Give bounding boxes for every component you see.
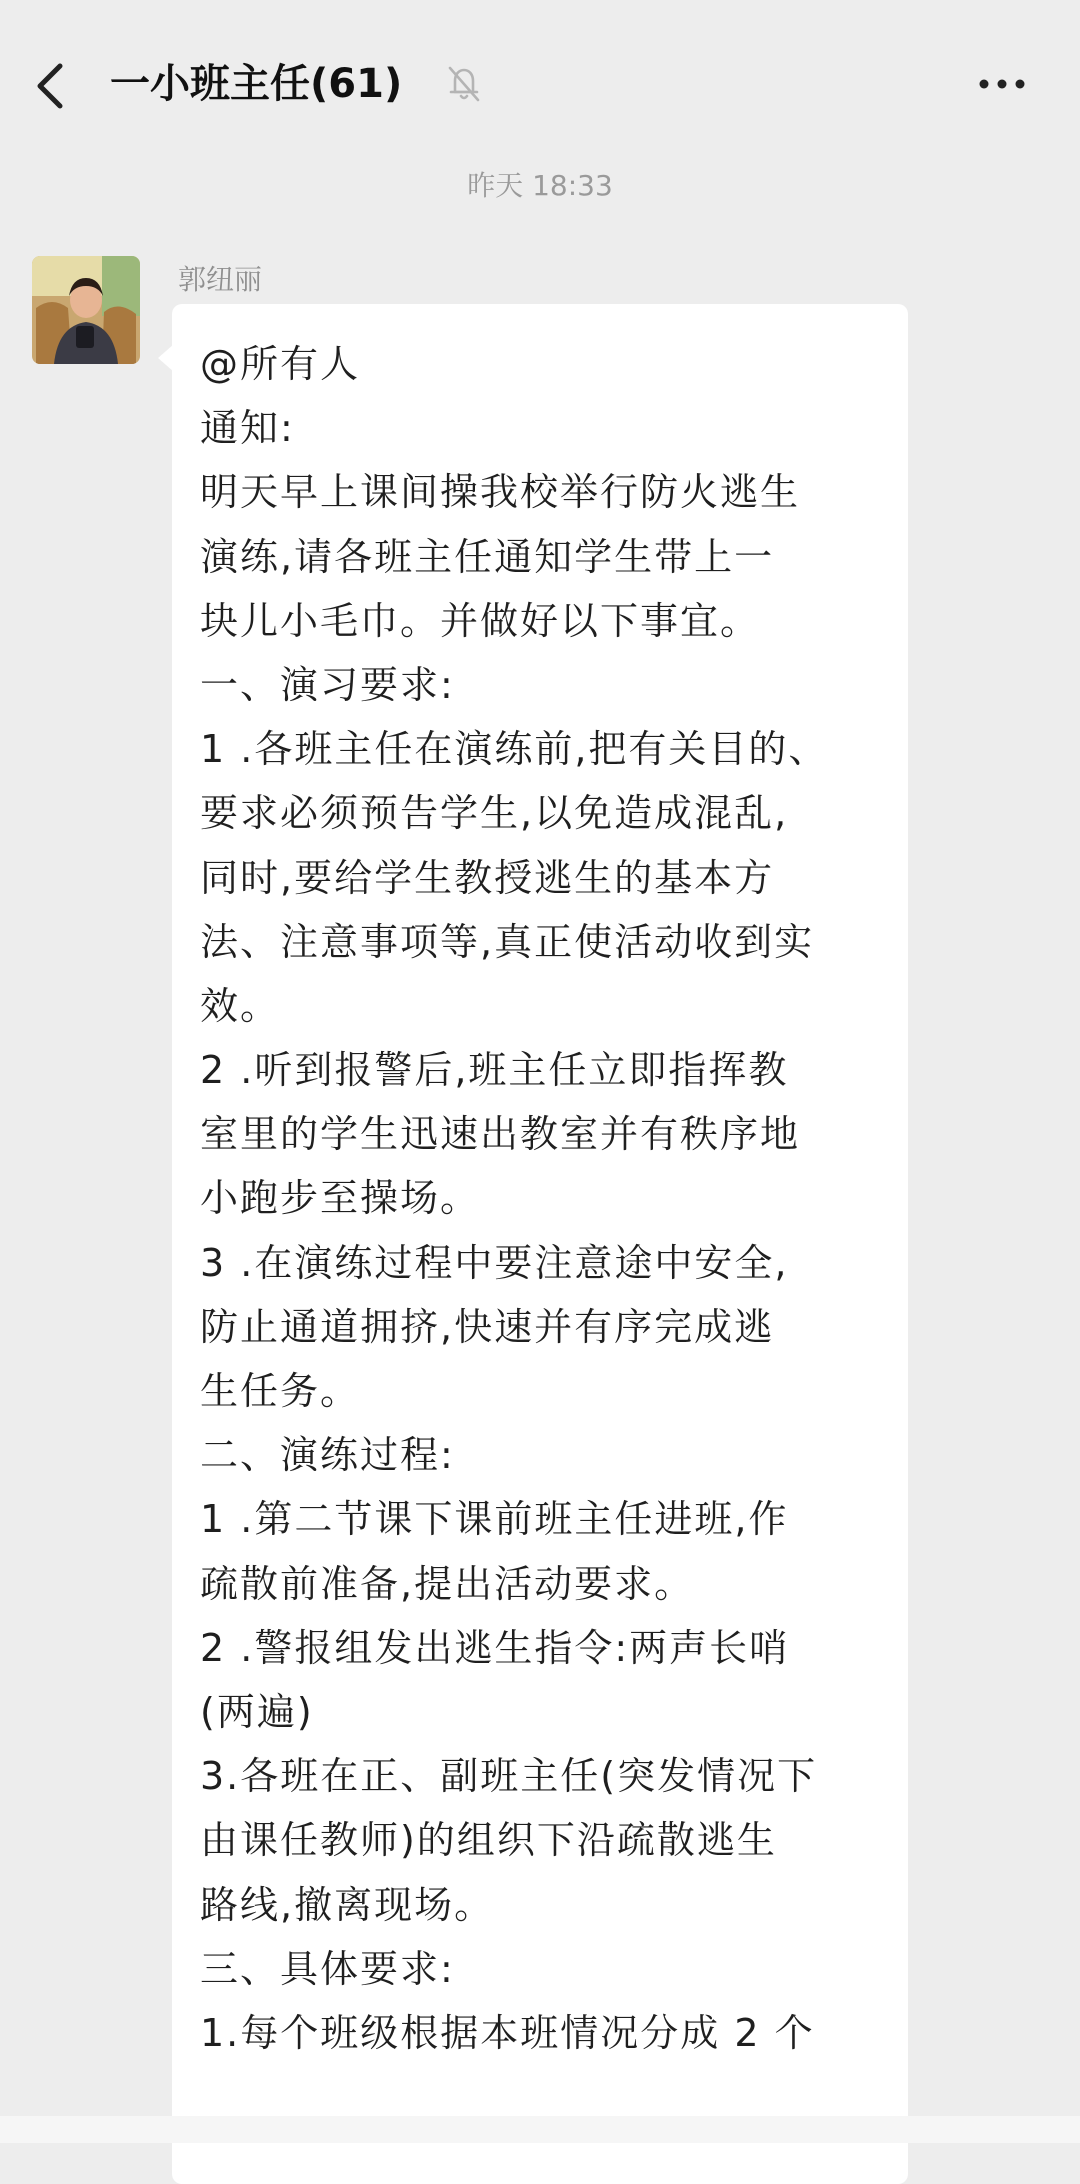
bottom-edge	[0, 2116, 1080, 2143]
message-line: 3.各班在正、副班主任(突发情况下	[200, 1754, 818, 1799]
message-line: 效。	[200, 983, 281, 1028]
message-line: 3 .在演练过程中要注意途中安全,	[200, 1240, 789, 1285]
message-line: 2 .听到报警后,班主任立即指挥教	[200, 1048, 789, 1093]
message-line: 同时,要给学生教授逃生的基本方	[200, 855, 775, 900]
message-line: 室里的学生迅速出教室并有秩序地	[200, 1112, 801, 1157]
message-line: 小跑步至操场。	[200, 1176, 481, 1221]
message-line: 演练,请各班主任通知学生带上一	[200, 534, 775, 579]
message-line: 要求必须预告学生,以免造成混乱,	[200, 791, 789, 836]
more-horizontal-icon[interactable]	[976, 70, 1028, 98]
chevron-left-icon[interactable]	[28, 58, 78, 114]
message-line: 一、演习要求:	[200, 662, 455, 707]
message-line: 1 .各班主任在演练前,把有关目的、	[200, 727, 829, 772]
message-line: 防止通道拥挤,快速并有序完成逃	[200, 1304, 775, 1349]
message-line: 1.每个班级根据本班情况分成 2 个	[200, 2010, 815, 2055]
chat-title: 一小班主任(61)	[110, 61, 403, 107]
message-line: 1 .第二节课下课前班主任进班,作	[200, 1497, 789, 1542]
message-line: 路线,撤离现场。	[200, 1882, 495, 1927]
message-line: 2 .警报组发出逃生指令:两声长哨	[200, 1625, 790, 1670]
message-line: 生任务。	[200, 1369, 361, 1413]
bell-off-icon	[446, 64, 482, 104]
message-line: 明天早上课间操我校举行防火逃生	[200, 470, 801, 515]
message-line: 由课任教师)的组织下沿疏散逃生	[200, 1818, 777, 1863]
message-line: 二、演练过程:	[200, 1433, 455, 1478]
message-line: @所有人	[200, 342, 361, 386]
message-line: 疏散前准备,提出活动要求。	[200, 1561, 695, 1606]
message-line: (两遍)	[200, 1689, 314, 1734]
chat-header	[0, 0, 1080, 168]
message-line: 块儿小毛巾。并做好以下事宜。	[200, 598, 761, 643]
message-line: 通知:	[200, 406, 295, 451]
message-text	[200, 332, 890, 2065]
sender-name: 郭纽丽	[178, 263, 263, 296]
message-line: 法、注意事项等,真正使活动收到实	[200, 919, 815, 964]
user-avatar[interactable]	[32, 256, 140, 364]
message-timestamp: 昨天 18:33	[467, 169, 613, 202]
message-line: 三、具体要求:	[200, 1946, 455, 1991]
